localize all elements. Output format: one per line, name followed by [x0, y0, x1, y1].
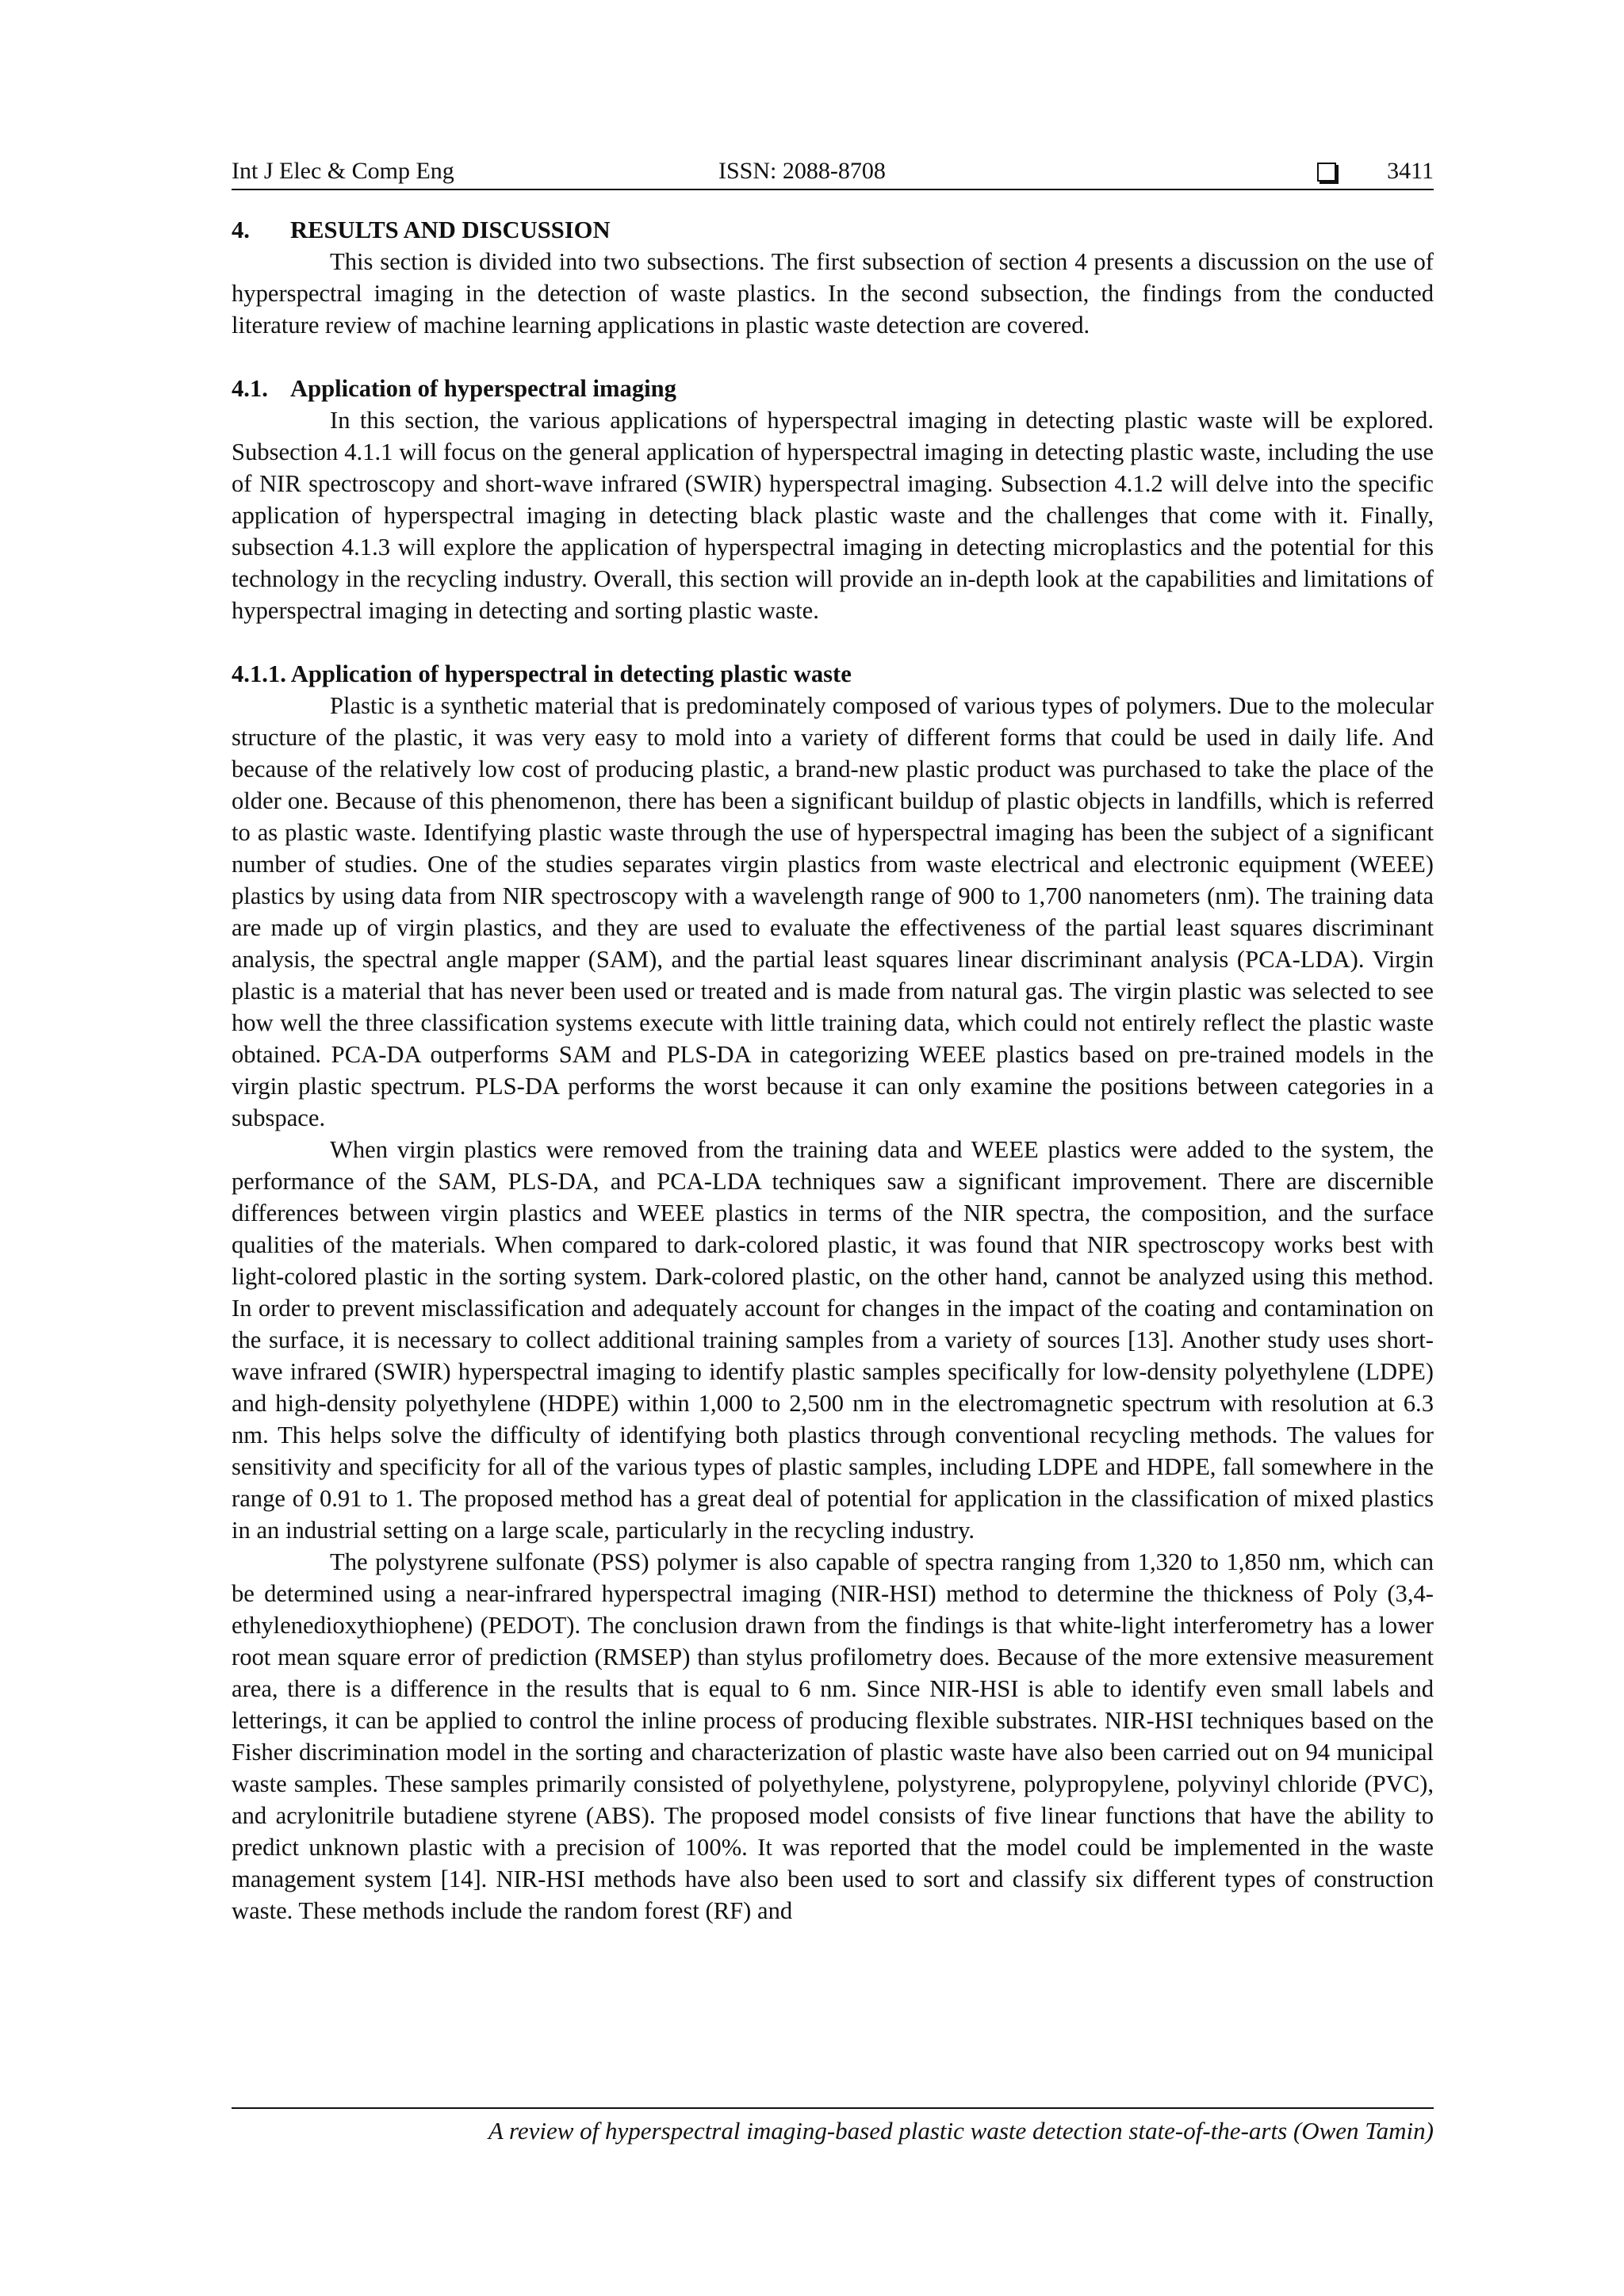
body-paragraph: When virgin plastics were removed from the training data and WEEE plastics were added to the system, the performance of the SAM, PLS-DA, and PCA-LDA techniques saw a significant improvement. There are discernible differences between virgin plastics and WEEE plastics in terms of the NIR spectra, the composition, and the surface qualities of the materials. When compared to dark-colored plastic, it was found that NIR spectroscopy works best with light-colored plastic in the sorting system. Dark-colored plastic, on the other hand, cannot be analyzed using this method. In order to prevent misclassification and adequately account for changes in the impact of the coating and contamination on the surface, it is necessary to collect additional training samples from a variety of sources [13]. Another study uses short-wave infrared (SWIR) hyperspectral imaging to identify plastic samples specifically for low-density polyethylene (LDPE) and high-density polyethylene (HDPE) within 1,000 to 2,500 nm in the electromagnetic spectrum with resolution at 6.3 nm. This helps solve the difficulty of identifying both plastics through conventional recycling methods. The values for sensitivity and specificity for all of the various types of plastic samples, including LDPE and HDPE, fall somewhere in the range of 0.91 to 1. The proposed method has a great deal of potential for application in the classification of mixed plastics in an industrial setting on a large scale, particularly in the recycling industry.	[232, 1136, 1434, 1544]
subsubsection-heading: 4.1.1. Application of hyperspectral in detecting plastic waste	[232, 660, 852, 687]
subsection-heading	[232, 373, 1434, 404]
page-number: 3411	[1387, 158, 1434, 184]
article-body	[232, 214, 1434, 1927]
running-footer: A review of hyperspectral imaging-based plastic waste detection state-of-the-arts (Owen Tamin)	[488, 2117, 1434, 2145]
subsection-paragraph: In this section, the various applications of hyperspectral imaging in detecting plastic waste will be explored. Subsection 4.1.1 will focus on the general application of hyperspectral imaging in detecting plastic waste, including the use of NIR spectroscopy and short-wave infrared (SWIR) hyperspectral imaging. Subsection 4.1.2 will delve into the specific application of hyperspectral imaging in detecting black plastic waste and the challenges that come with it. Finally, subsection 4.1.3 will explore the application of hyperspectral imaging in detecting microplastics and the potential for this technology in the recycling industry. Overall, this section will provide an in-depth look at the capabilities and limitations of hyperspectral imaging in detecting and sorting plastic waste.	[232, 407, 1434, 624]
body-paragraph: The polystyrene sulfonate (PSS) polymer is also capable of spectra ranging from 1,320 to 1,850 nm, which can be determined using a near-infrared hyperspectral imaging (NIR-HSI) method to determine the thickness of Poly (3,4-ethylenedioxythiophene) (PEDOT). The conclusion drawn from the findings is that white-light interferometry has a lower root mean square error of prediction (RMSEP) than stylus profilometry does. Because of the more extensive measurement area, there is a difference in the results that is equal to 6 nm. Since NIR-HSI is able to identify even small labels and letterings, it can be applied to control the inline process of producing flexible substrates. NIR-HSI techniques based on the Fisher discrimination model in the sorting and characterization of plastic waste have also been carried out on 94 municipal waste samples. These samples primarily consisted of polyethylene, polystyrene, polypropylene, polyvinyl chloride (PVC), and acrylonitrile butadiene styrene (ABS). The proposed model consists of five linear functions that have the ability to predict unknown plastic with a precision of 100%. It was reported that the model could be implemented in the waste management system [14]. NIR-HSI methods have also been used to sort and classify six different types of construction waste. These methods include the random forest (RF) and	[232, 1548, 1434, 1924]
section-heading	[232, 214, 1434, 246]
page	[232, 0, 1434, 2296]
checkbox-square-icon	[1317, 163, 1336, 182]
journal-name: Int J Elec & Comp Eng	[232, 158, 454, 184]
header-divider	[232, 189, 1434, 190]
subsection-number: 4.1.	[232, 375, 268, 402]
running-header	[232, 155, 1434, 190]
section-number: 4.	[232, 216, 250, 243]
issn-label: ISSN: 2088-8708	[718, 158, 886, 184]
footer-divider	[232, 2107, 1434, 2109]
section-title: RESULTS AND DISCUSSION	[290, 216, 611, 243]
subsection-title: Application of hyperspectral imaging	[290, 375, 676, 402]
section-intro-paragraph: This section is divided into two subsections. The first subsection of section 4 presents a discussion on the use of hyperspectral imaging in the detection of waste plastics. In the second subsection, the findings from the conducted literature review of machine learning applications in plastic waste detection are covered.	[232, 248, 1434, 339]
body-paragraph: Plastic is a synthetic material that is predominately composed of various types of polymers. Due to the molecular structure of the plastic, it was very easy to mold into a variety of different forms that could be used in daily life. And because of the relatively low cost of producing plastic, a brand-new plastic product was purchased to take the place of the older one. Because of this phenomenon, there has been a significant buildup of plastic objects in landfills, which is referred to as plastic waste. Identifying plastic waste through the use of hyperspectral imaging has been the subject of a significant number of studies. One of the studies separates virgin plastics from waste electrical and electronic equipment (WEEE) plastics by using data from NIR spectroscopy with a wavelength range of 900 to 1,700 nanometers (nm). The training data are made up of virgin plastics, and they are used to evaluate the effectiveness of the partial least squares discriminant analysis, the spectral angle mapper (SAM), and the partial least squares linear discriminant analysis (PCA-LDA). Virgin plastic is a material that has never been used or treated and is made from natural gas. The virgin plastic was selected to see how well the three classification systems execute with little training data, which could not entirely reflect the plastic waste obtained. PCA-DA outperforms SAM and PLS-DA in categorizing WEEE plastics based on pre-trained models in the virgin plastic spectrum. PLS-DA performs the worst because it can only examine the positions between categories in a subspace.	[232, 692, 1434, 1131]
